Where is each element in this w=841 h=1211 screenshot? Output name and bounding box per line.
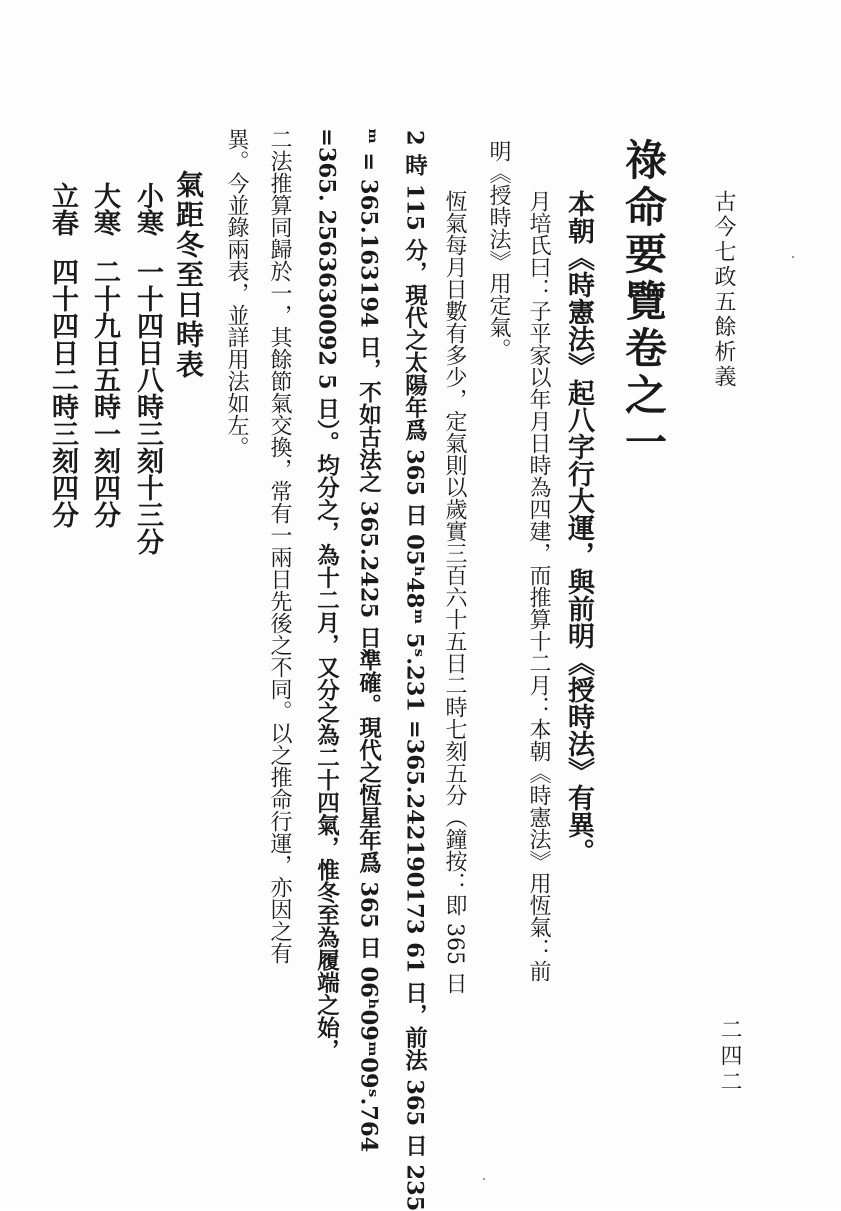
scan-speck [483,1178,485,1180]
solar-term-name: 小寒 [132,182,163,236]
table-title: 氣距冬至日時表 [172,170,205,380]
body-line-2: 月培氏曰：子平家以年月日時為四建，而推算十二月：本朝《時憲法》用恆氣：前 [526,190,551,982]
body-line-5: 2 時 115 分，現代之太陽年爲 365 日 05ʰ48ᵐ 5ˢ.231 =365.242190173 61 日，前法 365 日 235 [401,130,428,1211]
table-row [49,182,76,528]
scan-speck [792,256,794,258]
body-line-4: 恆氣每月日數有多少，定氣則以歲實三百六十五日二時七刻五分（鐘按：即 365 日 [442,190,467,994]
solar-term-name: 大寒 [89,182,120,236]
solar-term-offset: 一十四日八時三刻十三分 [132,258,163,555]
solar-term-offset: 四十四日二時三刻四分 [47,258,78,528]
chapter-title: 祿命要覽卷之一 [619,138,668,467]
table-row [91,182,118,528]
body-line-8: 二法推算同歸於一，其餘節氣交換，常有一兩日先後之不同。以之推命行運，亦因之有 [267,128,292,964]
running-head: 古今七政五餘析義 [711,190,736,390]
body-line-9: 異。今並錄兩表，並詳用法如左。 [224,128,249,458]
solar-term-name: 立春 [47,182,78,236]
body-line-3: 明《授時法》用定氣。 [486,140,511,360]
page-number: 二四二 [717,1018,742,1096]
body-line-6: ᵐ = 365.163194 日，不如古法之 365.2425 日準確。現代之恆星年爲 365 日 06ʰ09ᵐ09ˢ.764 [355,128,382,1153]
body-line-1: 本朝《時憲法》起八字行大運，與前明《授時法》有異。 [563,190,594,865]
table-row [134,182,161,555]
solar-term-offset: 二十九日五時一刻四分 [89,258,120,528]
body-line-7: =365. 2563630092 5 日）。均分之，為十二月，又分之為二十四氣，惟冬至為履端之始， [313,128,340,1062]
